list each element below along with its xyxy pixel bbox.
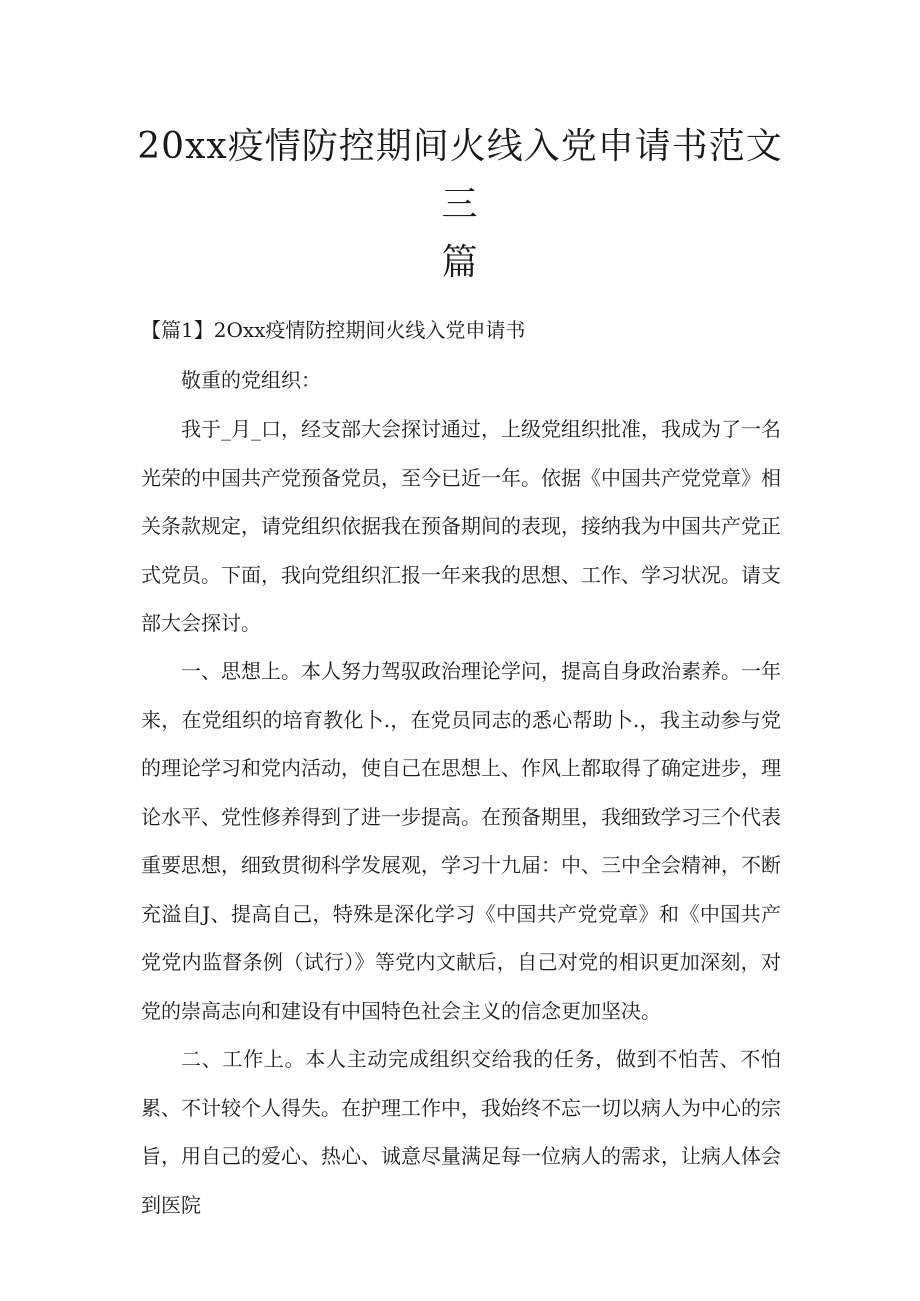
section-heading: 【篇1】2Oxx疫情防控期间火线入党申请书 <box>141 318 526 342</box>
paragraph-ideology: 一、思想上。本人努力驾驭政治理论学问，提高自身政治素养。一年来，在党组织的培育教化卜.，在党员同志的悉心帮助卜.，我主动参与党的理论学习和党内活动，使自己在思想上、作风上都取得了确定进步，理论水平、党性修养得到了进一步提高。在预备期里，我细致学习三个代表重要思想，细致贯彻科学发展观，学习十九届：中、三中全会精神，不断充溢自J、提高自己，特殊是深化学习《中国共产党党章》和《中国共产党党内监督条例（试行）》等党内文献后，自己对党的相识更加深刻，对党的崇高志向和建设有中国特色社会主义的信念更加坚决。 <box>141 659 781 1023</box>
salutation: 敬重的党组织： <box>181 368 321 392</box>
title-line-1: 20xx疫情防控期间火线入党申请书范文三 <box>137 126 783 225</box>
title-line-2: 篇 <box>441 242 479 283</box>
paragraph-intro: 我于_月_口，经支部大会探讨通过，上级党组织批准，我成为了一名光荣的中国共产党预备党员，至今已近一年。依据《中国共产党党章》相关条款规定，请党组织依据我在预备期间的表现，接纳我为中国共产党正式党员。下面，我向党组织汇报一年来我的思想、工作、学习状况。请支部大会探讨。 <box>141 417 781 635</box>
document-title <box>120 118 800 292</box>
paragraph-work: 二、工作上。本人主动完成组织交给我的任务，做到不怕苦、不怕累、不计较个人得失。在护理工作中，我始终不忘一切以病人为中心的宗旨，用自己的爱心、热心、诚意尽量满足每一位病人的需求，让病人体会到医院 <box>141 1047 781 1217</box>
